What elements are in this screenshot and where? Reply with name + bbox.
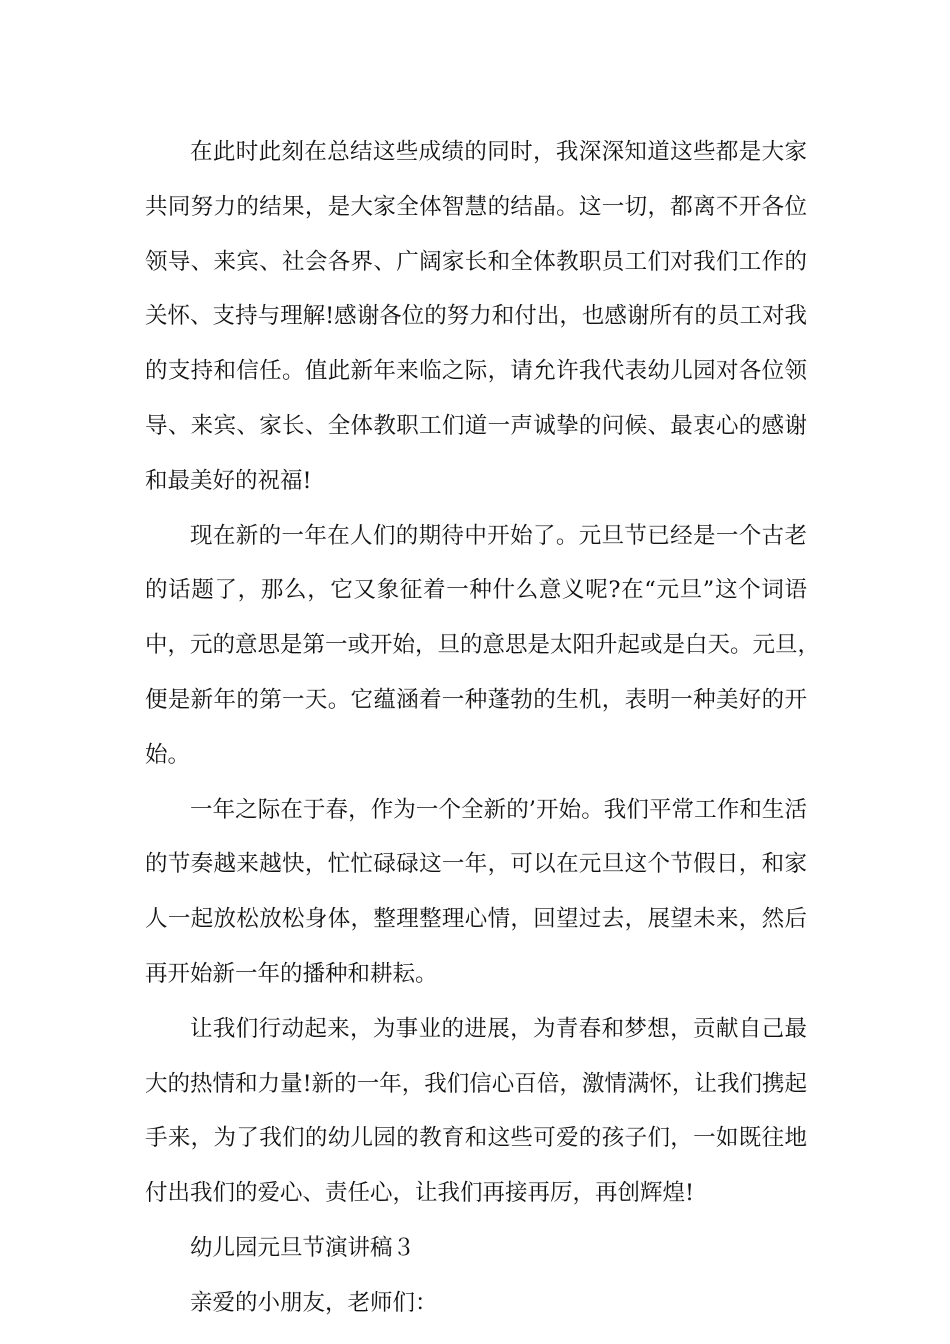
speech-title: 幼儿园元旦节演讲稿３ <box>190 1234 416 1261</box>
text-line: 便是新年的第一天。它蕴涵着一种蓬勃的生机，表明一种美好的开 <box>145 686 807 713</box>
section-heading <box>145 1221 807 1276</box>
text-line: 共同努力的结果，是大家全体智慧的结晶。这一切，都离不开各位 <box>145 193 807 220</box>
paragraph-new-year-meaning <box>145 509 821 783</box>
text-line: 在此时此刻在总结这些成绩的同时，我深深知道这些都是大家 <box>190 139 807 165</box>
text-line: 中，元的意思是第一或开始，旦的意思是太阳升起或是白天。元旦， <box>145 632 821 659</box>
text-line: 一年之际在于春，作为一个全新的’开始。我们平常工作和生活 <box>190 796 807 823</box>
text-line: 手来，为了我们的幼儿园的教育和这些可爱的孩子们，一如既往地 <box>145 1125 807 1152</box>
text-line: 现在新的一年在人们的期待中开始了。元旦节已经是一个古老 <box>190 522 807 549</box>
text-line: 的节奏越来越快，忙忙碌碌这一年，可以在元旦这个节假日，和家 <box>145 851 807 878</box>
paragraph-call-to-action <box>145 1002 807 1221</box>
text-line: 始。 <box>145 741 191 768</box>
greeting-line: 亲爱的小朋友，老师们： <box>190 1289 438 1316</box>
document-body <box>145 125 821 1331</box>
text-line: 的支持和信任。值此新年来临之际，请允许我代表幼儿园对各位领 <box>145 358 807 385</box>
text-line: 和最美好的祝福! <box>145 467 312 494</box>
text-line: 的话题了，那么，它又象征着一种什么意义呢?在“元旦”这个词语 <box>145 577 807 604</box>
text-line: 再开始新一年的播种和耕耘。 <box>145 960 438 987</box>
text-line: 让我们行动起来，为事业的进展，为青春和梦想，贡献自己最 <box>190 1015 807 1042</box>
text-line: 导、来宾、家长、全体教职工们道一声诚挚的问候、最衷心的感谢 <box>145 412 807 439</box>
text-line: 领导、来宾、社会各界、广阔家长和全体教职员工们对我们工作的 <box>145 248 807 275</box>
paragraph-thanks <box>145 125 807 509</box>
text-line: 关怀、支持与理解!感谢各位的努力和付出，也感谢所有的员工对我 <box>145 303 807 330</box>
text-line: 付出我们的爱心、责任心，让我们再接再厉，再创辉煌! <box>145 1180 695 1207</box>
greeting <box>145 1276 807 1331</box>
paragraph-spring <box>145 783 807 1002</box>
text-line: 人一起放松放松身体，整理整理心情，回望过去，展望未来，然后 <box>145 906 807 933</box>
text-line: 大的热情和力量!新的一年，我们信心百倍，激情满怀，让我们携起 <box>145 1070 807 1097</box>
